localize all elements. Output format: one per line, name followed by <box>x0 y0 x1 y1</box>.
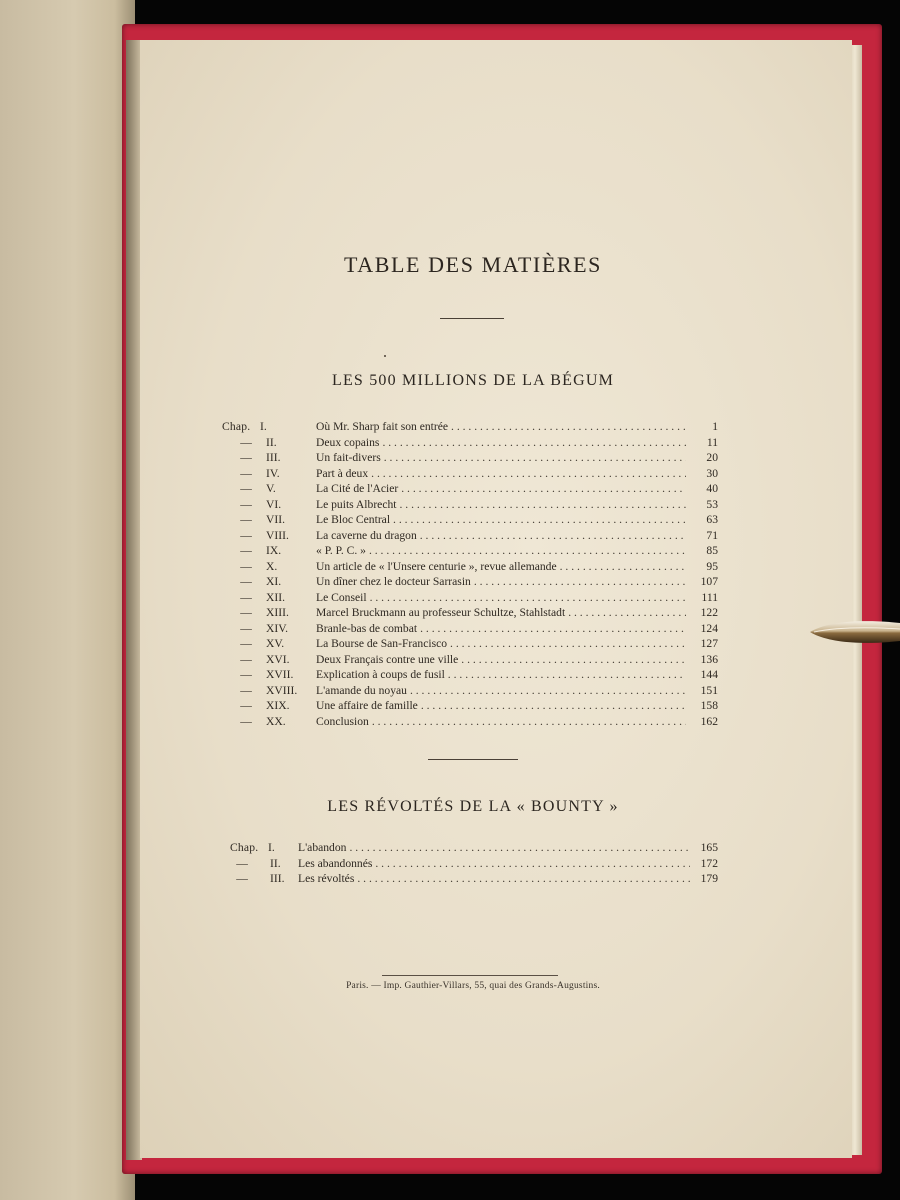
chapter-dash: — <box>240 637 252 650</box>
dot-leader <box>382 435 686 451</box>
chapter-number: VIII. <box>266 528 289 542</box>
chapter-number: X. <box>266 559 278 573</box>
toc-entry <box>222 419 718 435</box>
chapter-dash: — <box>240 606 252 619</box>
dot-leader <box>349 840 690 856</box>
toc-entry <box>222 621 718 637</box>
dot-leader <box>568 605 686 621</box>
page-number: 30 <box>706 466 718 480</box>
toc-entry <box>222 574 718 590</box>
chapter-title: Un article de « l'Unsere centurie », revue allemande <box>316 559 557 573</box>
chapter-title: Une affaire de famille <box>316 699 418 712</box>
chapter-title-cell <box>316 652 686 668</box>
chapter-title-cell <box>316 621 686 637</box>
page-number: 85 <box>706 544 718 557</box>
dot-leader <box>384 450 686 466</box>
chapter-title-cell <box>316 497 686 513</box>
chapter-number: II. <box>270 856 281 870</box>
section-rule <box>428 759 518 760</box>
chapter-number: XVI. <box>266 652 290 666</box>
dot-leader <box>420 528 686 544</box>
page-number: 1 <box>712 420 718 433</box>
chapter-number: XX. <box>266 714 286 728</box>
page-number: 165 <box>700 841 718 854</box>
chapter-title-cell <box>316 683 686 699</box>
toc-entry <box>222 543 718 559</box>
chapter-dash: — <box>240 575 252 588</box>
toc-entry <box>222 683 718 699</box>
toc-entry <box>222 481 718 497</box>
page-number: 136 <box>700 652 718 666</box>
chapter-title-cell <box>316 605 686 621</box>
chapter-dash: — <box>236 872 248 885</box>
toc-entry <box>222 590 718 606</box>
chapter-dash: — <box>240 714 252 728</box>
chapter-title-cell <box>316 698 686 714</box>
page-number: 151 <box>700 683 718 697</box>
dot-leader <box>401 481 686 497</box>
toc-entry <box>222 512 718 528</box>
dot-leader <box>393 512 686 528</box>
toc-entry <box>222 652 718 668</box>
ornament-dot <box>384 355 386 357</box>
toc-entry <box>222 667 718 683</box>
chapter-title: Le Conseil <box>316 590 367 604</box>
dot-leader <box>410 683 686 699</box>
dot-leader <box>421 698 686 714</box>
chapter-dash: — <box>240 513 252 526</box>
toc-entry <box>222 714 718 730</box>
chapter-title-cell <box>316 714 686 730</box>
chapter-title-cell <box>298 871 690 887</box>
toc-entry <box>222 636 718 652</box>
chapter-dash: — <box>240 497 252 511</box>
page-title: TABLE DES MATIÈRES <box>343 252 603 277</box>
chapter-dash: — <box>240 559 252 573</box>
chapter-dash: — <box>240 482 252 495</box>
page-number: 179 <box>700 872 718 885</box>
dot-leader <box>450 636 686 652</box>
printer-imprint: Paris. — Imp. Gauthier-Villars, 55, quai des Grands-Augustins. <box>346 981 600 991</box>
chapter-number: XVII. <box>266 668 294 681</box>
chapter-number: IV. <box>266 466 280 480</box>
page-number: 122 <box>700 606 718 619</box>
chapter-number: III. <box>270 872 285 885</box>
chapter-dash: — <box>240 621 252 635</box>
page-number: 71 <box>706 528 718 542</box>
dot-leader <box>474 574 686 590</box>
dot-leader <box>560 559 686 575</box>
chapter-number: XIII. <box>266 606 289 619</box>
chapter-title-cell <box>316 667 686 683</box>
toc-entry <box>230 856 718 872</box>
chapter-dash: — <box>240 451 252 464</box>
chapter-title-cell <box>316 435 686 451</box>
chapter-number: XIV. <box>266 621 289 635</box>
toc-list-begum <box>222 419 718 729</box>
chapter-number: II. <box>266 435 277 449</box>
chapter-number: XI. <box>266 575 282 588</box>
toc-entry <box>222 559 718 575</box>
chapter-title-cell <box>316 574 686 590</box>
chapter-dash: — <box>240 652 252 666</box>
chapter-number: IX. <box>266 544 282 557</box>
chapter-title: La Cité de l'Acier <box>316 482 399 495</box>
page-number: 20 <box>706 451 718 464</box>
chapter-number: XV. <box>266 637 285 650</box>
chapter-dash: — <box>240 528 252 542</box>
page-number: 144 <box>700 668 718 681</box>
toc-entry <box>222 450 718 466</box>
chapter-title: La caverne du dragon <box>316 528 417 542</box>
chapter-title: Où Mr. Sharp fait son entrée <box>316 420 449 433</box>
dot-leader <box>461 652 686 668</box>
chapter-title: Deux copains <box>316 435 380 449</box>
chapter-title-cell <box>316 543 686 559</box>
chapter-dash: — <box>240 544 252 557</box>
toc-entry <box>222 698 718 714</box>
toc-entry <box>222 605 718 621</box>
dot-leader <box>357 871 690 887</box>
chapter-title: Branle-bas de combat <box>316 621 418 635</box>
chapter-title-cell <box>316 450 686 466</box>
toc-entry <box>222 435 718 451</box>
chapter-dash: — <box>240 699 252 712</box>
toc-list-bounty <box>230 840 718 887</box>
chapter-title: La Bourse de San-Francisco <box>316 637 448 650</box>
section-title-begum: LES 500 MILLIONS DE LA BÉGUM <box>331 372 615 389</box>
chapter-dash: — <box>236 856 248 870</box>
chapter-title-cell <box>316 419 686 435</box>
dot-leader <box>372 714 686 730</box>
chapter-label: Chap. <box>230 841 259 854</box>
section-title-bounty: LES RÉVOLTÉS DE LA « BOUNTY » <box>327 798 619 815</box>
dot-leader <box>375 856 690 872</box>
chapter-title-cell <box>298 856 690 872</box>
page-number: 63 <box>706 513 718 526</box>
chapter-number: I. <box>260 420 267 433</box>
chapter-title: Les abandonnés <box>298 856 373 870</box>
chapter-number: I. <box>268 841 275 854</box>
chapter-title-cell <box>316 528 686 544</box>
chapter-title-cell <box>316 512 686 528</box>
page-number: 11 <box>706 435 718 449</box>
chapter-title: « P. P. C. » <box>316 544 366 557</box>
chapter-dash: — <box>240 683 252 697</box>
dot-leader <box>400 497 687 513</box>
chapter-title: Le Bloc Central <box>316 513 391 526</box>
chapter-title-cell <box>316 636 686 652</box>
imprint-rule <box>382 975 558 976</box>
page-number: 53 <box>706 497 718 511</box>
toc-entry <box>222 497 718 513</box>
page-number: 95 <box>706 559 718 573</box>
chapter-title-cell <box>316 466 686 482</box>
chapter-title: Conclusion <box>316 714 369 728</box>
chapter-title-cell <box>316 590 686 606</box>
page-number: 127 <box>700 637 718 650</box>
chapter-label: Chap. <box>222 420 251 433</box>
chapter-title: Le puits Albrecht <box>316 497 397 511</box>
chapter-title: Un dîner chez le docteur Sarrasin <box>316 575 471 588</box>
page-number: 124 <box>700 621 718 635</box>
chapter-number: XVIII. <box>266 683 298 697</box>
chapter-title-cell <box>316 559 686 575</box>
page-number: 162 <box>700 714 718 728</box>
dot-leader <box>451 419 686 435</box>
dot-leader <box>448 667 686 683</box>
toc-entry <box>230 871 718 887</box>
chapter-dash: — <box>240 590 252 604</box>
chapter-number: III. <box>266 451 281 464</box>
facing-page <box>0 0 135 1200</box>
chapter-number: VI. <box>266 497 282 511</box>
chapter-title: Marcel Bruckmann au professeur Schultze, Stahlstadt <box>316 606 566 619</box>
chapter-dash: — <box>240 668 252 681</box>
page-number: 111 <box>701 590 718 604</box>
page-number: 107 <box>700 575 718 588</box>
title-rule <box>440 318 504 319</box>
chapter-title: Deux Français contre une ville <box>316 652 459 666</box>
toc-entry <box>230 840 718 856</box>
chapter-title: Part à deux <box>316 466 369 480</box>
page-number: 158 <box>700 699 718 712</box>
dot-leader <box>371 466 686 482</box>
dot-leader <box>420 621 686 637</box>
page-number: 172 <box>700 856 718 870</box>
chapter-title-cell <box>298 840 690 856</box>
dot-leader <box>370 590 686 606</box>
chapter-number: VII. <box>266 513 285 526</box>
chapter-number: V. <box>266 482 276 495</box>
chapter-title-cell <box>316 481 686 497</box>
chapter-title: Explication à coups de fusil <box>316 668 445 681</box>
chapter-title: Les révoltés <box>298 872 355 885</box>
dot-leader <box>369 543 686 559</box>
chapter-number: XII. <box>266 590 285 604</box>
chapter-number: XIX. <box>266 699 290 712</box>
chapter-title: Un fait-divers <box>316 451 381 464</box>
bookmark-pointer <box>808 615 900 649</box>
chapter-title: L'abandon <box>298 841 347 854</box>
page-number: 40 <box>706 482 718 495</box>
chapter-dash: — <box>240 435 252 449</box>
toc-entry <box>222 528 718 544</box>
chapter-dash: — <box>240 466 252 480</box>
chapter-title: L'amande du noyau <box>316 683 407 697</box>
toc-entry <box>222 466 718 482</box>
